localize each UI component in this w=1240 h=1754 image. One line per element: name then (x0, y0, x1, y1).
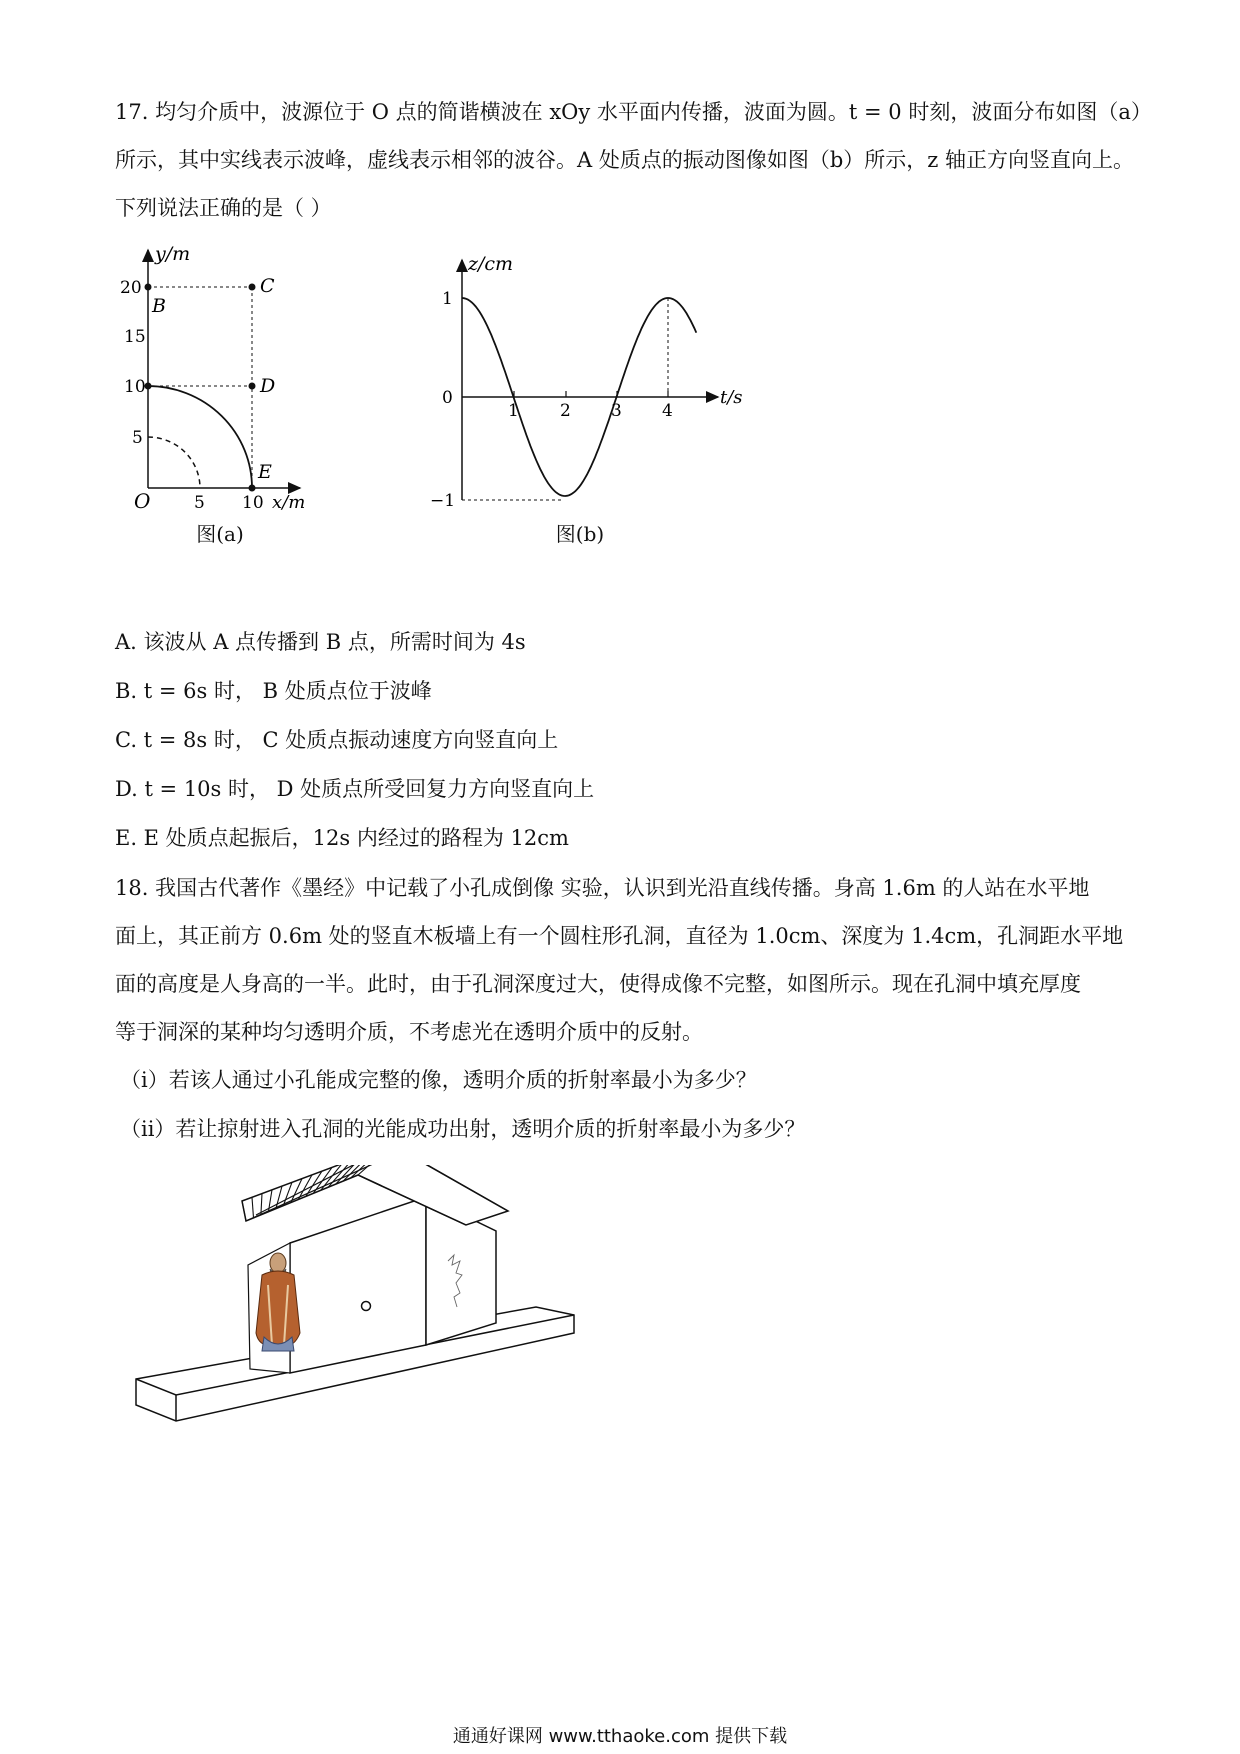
q18-sub-i: （i）若该人通过小孔能成完整的像，透明介质的折射率最小为多少？ (120, 1068, 757, 1092)
q18-line-3: 面的高度是人身高的一半。此时，由于孔洞深度过大，使得成像不完整，如图所示。现在孔洞中填充厚度 (115, 972, 1081, 996)
fig-a-label-d: D (260, 375, 276, 397)
fig-a-y-label: y/m (155, 243, 191, 265)
point-b (145, 284, 152, 291)
house-drawing (130, 1165, 580, 1435)
fig-a-xtick-5: 5 (194, 493, 205, 510)
fig-b-ttick-3: 3 (611, 401, 622, 421)
q18-sub-ii: （ii）若让掠射进入孔洞的光能成功出射，透明介质的折射率最小为多少？ (120, 1117, 806, 1141)
fig-a-crest-arc (148, 386, 252, 488)
fig-a-label-e: E (258, 461, 272, 483)
q18-line-1: 18. 我国古代著作《墨经》中记载了小孔成倒像 实验，认识到光沿直线传播。身高 1.6m 的人站在水平地 (115, 876, 1090, 900)
q17-stem (115, 88, 1152, 232)
fig-a-label-b: B (152, 295, 166, 317)
fig-b-ztick-neg1: −1 (430, 491, 456, 511)
q18-stem (115, 864, 1135, 1056)
q17-line-1: 17. 均匀介质中，波源位于 O 点的简谐横波在 xOy 水平面内传播，波面为圆。t = 0 时刻，波面分布如图（a） (115, 100, 1152, 124)
figure-a-diagram (110, 240, 330, 510)
figure-a-caption: 图(a) (196, 522, 244, 546)
fig-b-z-label: z/cm (468, 253, 514, 275)
option-d: D. t = 10s 时， D 处质点所受回复力方向竖直向上 (115, 777, 595, 801)
fig-b-ttick-4: 4 (662, 401, 673, 421)
fig-a-trough-arc (148, 437, 200, 488)
point-d (249, 383, 256, 390)
fig-a-ytick-5: 5 (132, 428, 143, 448)
option-c: C. t = 8s 时， C 处质点振动速度方向竖直向上 (115, 728, 559, 752)
q18-line-2: 面上，其正前方 0.6m 处的竖直木板墙上有一个圆柱形孔洞，直径为 1.0cm、深度为 1.4cm，孔洞距水平地 (115, 924, 1124, 948)
figure-b-diagram (420, 250, 750, 520)
option-b: B. t = 6s 时， B 处质点位于波峰 (115, 679, 432, 703)
fig-a-origin: O (134, 489, 151, 510)
fig-b-ztick-0: 0 (442, 388, 453, 408)
point-e (249, 485, 256, 492)
fig-a-ytick-15: 15 (124, 327, 146, 347)
wooden-wall (290, 1197, 426, 1373)
fig-b-ztick-1: 1 (442, 289, 453, 309)
figure-a (110, 240, 330, 510)
q18-line-4: 等于洞深的某种均匀透明介质，不考虑光在透明介质中的反射。 (115, 1020, 703, 1044)
figure-b-caption: 图(b) (555, 522, 605, 546)
fig-a-label-c: C (260, 275, 275, 297)
fig-b-ttick-2: 2 (560, 401, 571, 421)
footer-credit: 通通好课网 www.tthaoke.com 提供下载 (452, 1726, 788, 1747)
fig-b-t-label: t/s (720, 387, 743, 408)
option-a: A. 该波从 A 点传播到 B 点，所需时间为 4s (115, 630, 526, 654)
q17-line-3: 下列说法正确的是（ ） (115, 196, 332, 220)
fig-a-ytick-20: 20 (120, 278, 142, 298)
pinhole (362, 1302, 371, 1311)
fig-a-ytick-10: 10 (124, 377, 146, 397)
fig-a-x-label: x/m (272, 492, 306, 510)
figure-b (420, 250, 750, 520)
option-e: E. E 处质点起振后，12s 内经过的路程为 12cm (115, 826, 569, 850)
q17-line-2: 所示，其中实线表示波峰，虚线表示相邻的波谷。A 处质点的振动图像如图（b）所示，z 轴正方向竖直向上。 (115, 148, 1135, 172)
fig-a-xtick-10: 10 (242, 493, 264, 510)
house-illustration (130, 1165, 580, 1435)
fig-b-ttick-1: 1 (508, 401, 519, 421)
point-c (249, 284, 256, 291)
